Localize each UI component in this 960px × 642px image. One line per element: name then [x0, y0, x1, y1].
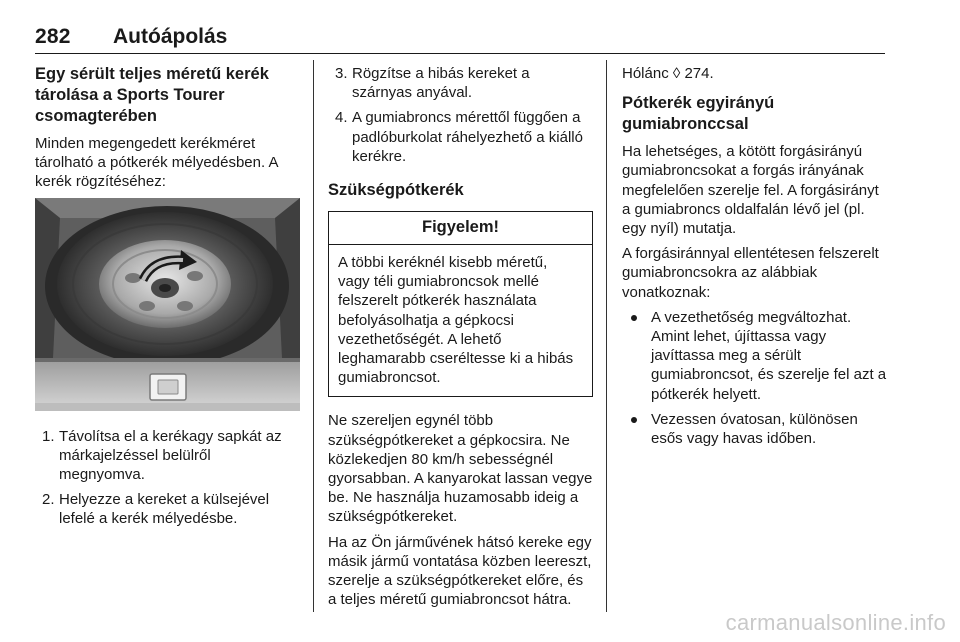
section-heading: Szükségpótkerék — [328, 181, 464, 200]
column-3 — [622, 64, 888, 454]
page-ref-icon: ◊ — [672, 65, 681, 82]
bullet-icon — [631, 417, 637, 423]
warning-text: A többi keréknél kisebb méretű, vagy téli gumiabroncsok mellé felszerelt pótkerék használata befolyásolhatja a gépkocsi vezethetőségét. A lehető leghamarabb cseréltesse ki a hibás gumiabroncsot. — [338, 254, 574, 387]
intro-paragraph: Minden megengedett kerékméret tárolható a pótkerék mélyedésben. A kerék rögzítéséhez: — [35, 135, 278, 191]
paragraph: Ha lehetséges, a kötött forgásirányú gumiabroncsokat a forgás irányának megfelelően szerelje fel. A forgásirányt a gumiabroncs oldalfalán lévő jel (pl. egy nyíl) mutatja. — [622, 143, 879, 238]
chapter-title: Autóápolás — [113, 25, 228, 48]
column-divider — [313, 60, 314, 612]
list-item: 4. A gumiabroncs mérettől függően a padlóburkolat ráhelyezhető a kiálló kerékre. — [335, 109, 583, 165]
bullet-icon — [631, 315, 637, 321]
spare-wheel-illustration — [35, 198, 300, 411]
bullet-list — [622, 308, 888, 448]
column-1 — [35, 64, 300, 535]
spare-wheel-drawing — [35, 198, 300, 411]
paragraph: Ha az Ön járművének hátsó kereke egy másik jármű vontatása közben leereszt, szerelje a szükségpótkereket előre, és a teljes méretű gumiabroncsot hátra. — [328, 533, 592, 609]
warning-box — [328, 211, 593, 397]
steps-list — [35, 427, 300, 529]
page-number: 282 — [35, 25, 71, 48]
watermark: carmanualsonline.info — [725, 610, 946, 635]
paragraph: Ne szereljen egynél több szükségpótkereket a gépkocsira. Ne közlekedjen 80 km/h sebességnél gyorsabban. A kanyarokat lassan vegye be. Ne használja huzamosabb ideig a szükségpótkereket. — [328, 412, 593, 526]
list-item: A vezethetőség megváltozhat. Amint lehet, újíttassa vagy javíttassa meg a sérült gumiabroncsot, és szerelje fel azt a pótkerék helyett. — [622, 308, 888, 404]
list-item: 3. Rögzítse a hibás kereket a szárnyas anyával. — [335, 65, 530, 102]
section-heading: Pótkerék egyirányú gumiabronccsal — [622, 94, 775, 134]
page-header — [35, 24, 885, 54]
column-2 — [328, 64, 593, 615]
paragraph: A forgásiránnyal ellentétesen felszerelt gumiabroncsokra az alábbiak vonatkoznak: — [622, 245, 879, 301]
steps-list — [328, 64, 593, 166]
warning-title: Figyelem! — [329, 212, 592, 245]
column-divider — [606, 60, 607, 612]
cross-reference[interactable]: Hólánc ◊ 274. — [622, 65, 714, 82]
list-item: Vezessen óvatosan, különösen esős vagy havas időben. — [622, 410, 888, 448]
section-heading: Egy sérült teljes méretű kerék tárolása a Sports Tourer csomagterében — [35, 65, 269, 125]
list-item: 2. Helyezze a kereket a külsejével lefelé a kerék mélyedésbe. — [42, 491, 270, 528]
list-item: 1. Távolítsa el a kerékagy sapkát az márkajelzéssel belülről megnyomva. — [42, 427, 282, 484]
